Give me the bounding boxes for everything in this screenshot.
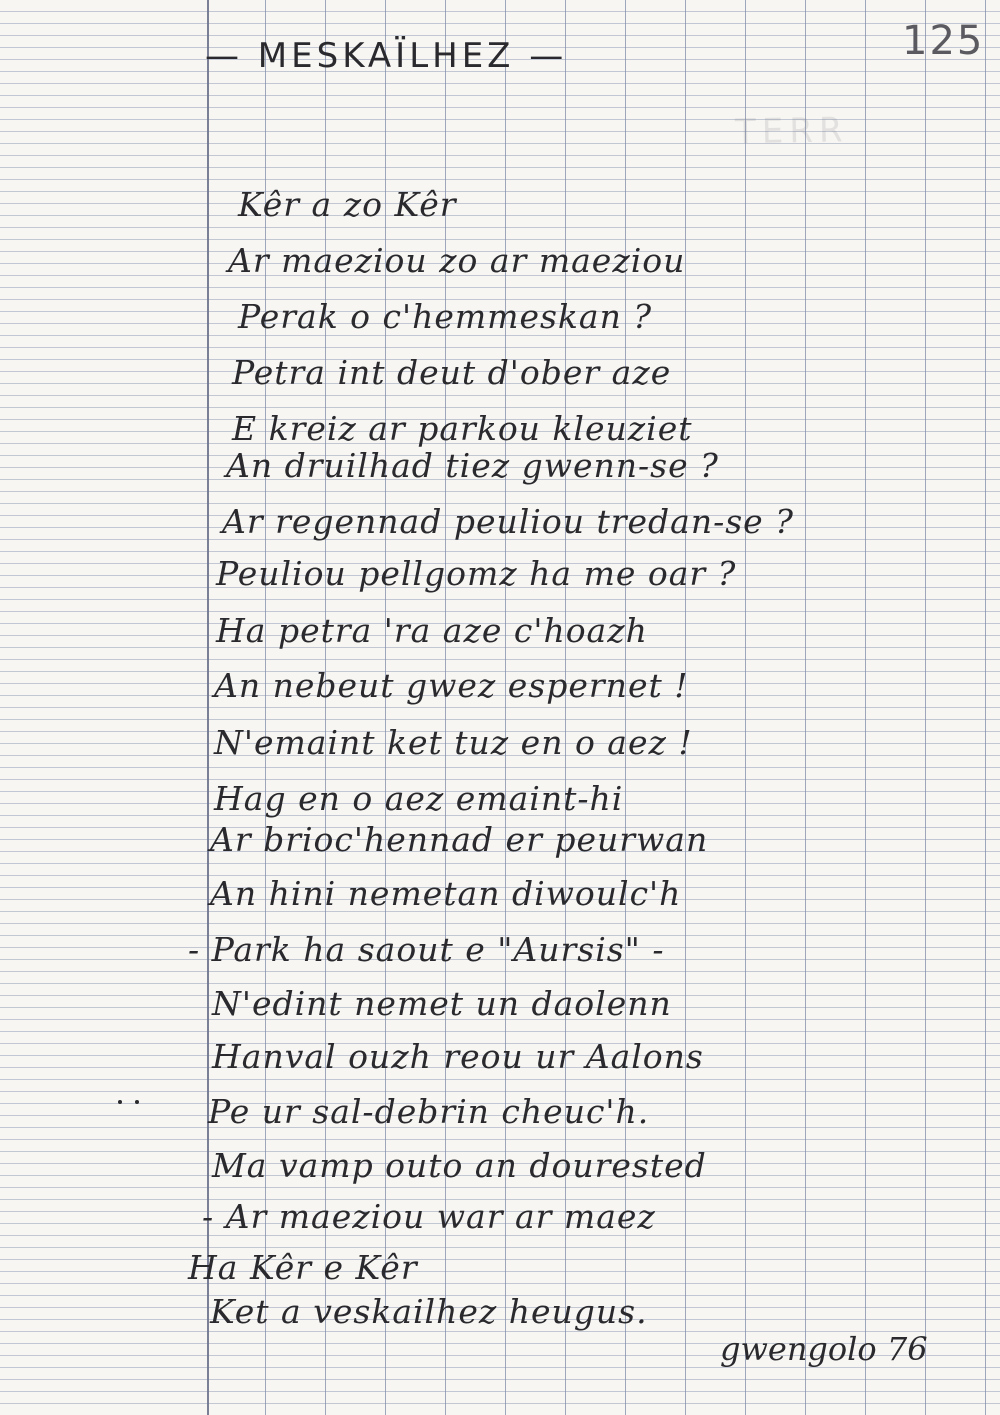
poem-line: Hag en o aez emaint-hi — [214, 779, 624, 818]
poem-line: E kreiz ar parkou kleuziet — [232, 409, 693, 448]
page-number: 125 — [902, 18, 985, 64]
poem-line: Ket a veskailhez heugus. — [210, 1292, 648, 1331]
poem-line: Pe ur sal-debrin cheuc'h. — [208, 1092, 650, 1131]
poem-line: Hanval ouzh reou ur Aalons — [212, 1037, 704, 1076]
poem-line: An druilhad tiez gwenn-se ? — [226, 446, 719, 485]
poem-line: Kêr a zo Kêr — [238, 185, 457, 224]
poem-line: Peuliou pellgomz ha me oar ? — [216, 554, 737, 593]
poem-line: An nebeut gwez espernet ! — [214, 666, 689, 705]
ink-dot — [118, 1100, 122, 1104]
poem-line: Ha Kêr e Kêr — [188, 1248, 418, 1287]
poem-line: - Ar maeziou war ar maez — [202, 1197, 656, 1236]
poem-line: Ma vamp outo an dourested — [212, 1146, 707, 1185]
poem-line: Ar maeziou zo ar maeziou — [228, 241, 686, 280]
ruling-vertical — [805, 0, 806, 1415]
poem-line: N'emaint ket tuz en o aez ! — [214, 723, 693, 762]
poem-line: Ar regennad peuliou tredan-se ? — [222, 502, 794, 541]
poem-line: Ha petra 'ra aze c'hoazh — [216, 611, 648, 650]
poem-line: N'edint nemet un daolenn — [212, 984, 672, 1023]
ink-dot — [135, 1100, 139, 1104]
ruling-vertical — [745, 0, 746, 1415]
signature: gwengolo 76 — [720, 1330, 928, 1368]
poem-line: Perak o c'hemmeskan ? — [238, 297, 653, 336]
ruling-vertical — [865, 0, 866, 1415]
poem-line: An hini nemetan diwoulc'h — [210, 874, 682, 913]
ruling-vertical — [925, 0, 926, 1415]
poem-line: Petra int deut d'ober aze — [232, 353, 672, 392]
poem-line: Ar brioc'hennad er peurwan — [210, 820, 709, 859]
poem-line: - Park ha saout e "Aursis" - — [188, 930, 665, 969]
ruling-vertical — [985, 0, 986, 1415]
poem-title: — MESKAÏLHEZ — — [205, 36, 568, 76]
bleed-through-text: TERR — [734, 110, 849, 153]
ruling-vertical — [685, 0, 686, 1415]
